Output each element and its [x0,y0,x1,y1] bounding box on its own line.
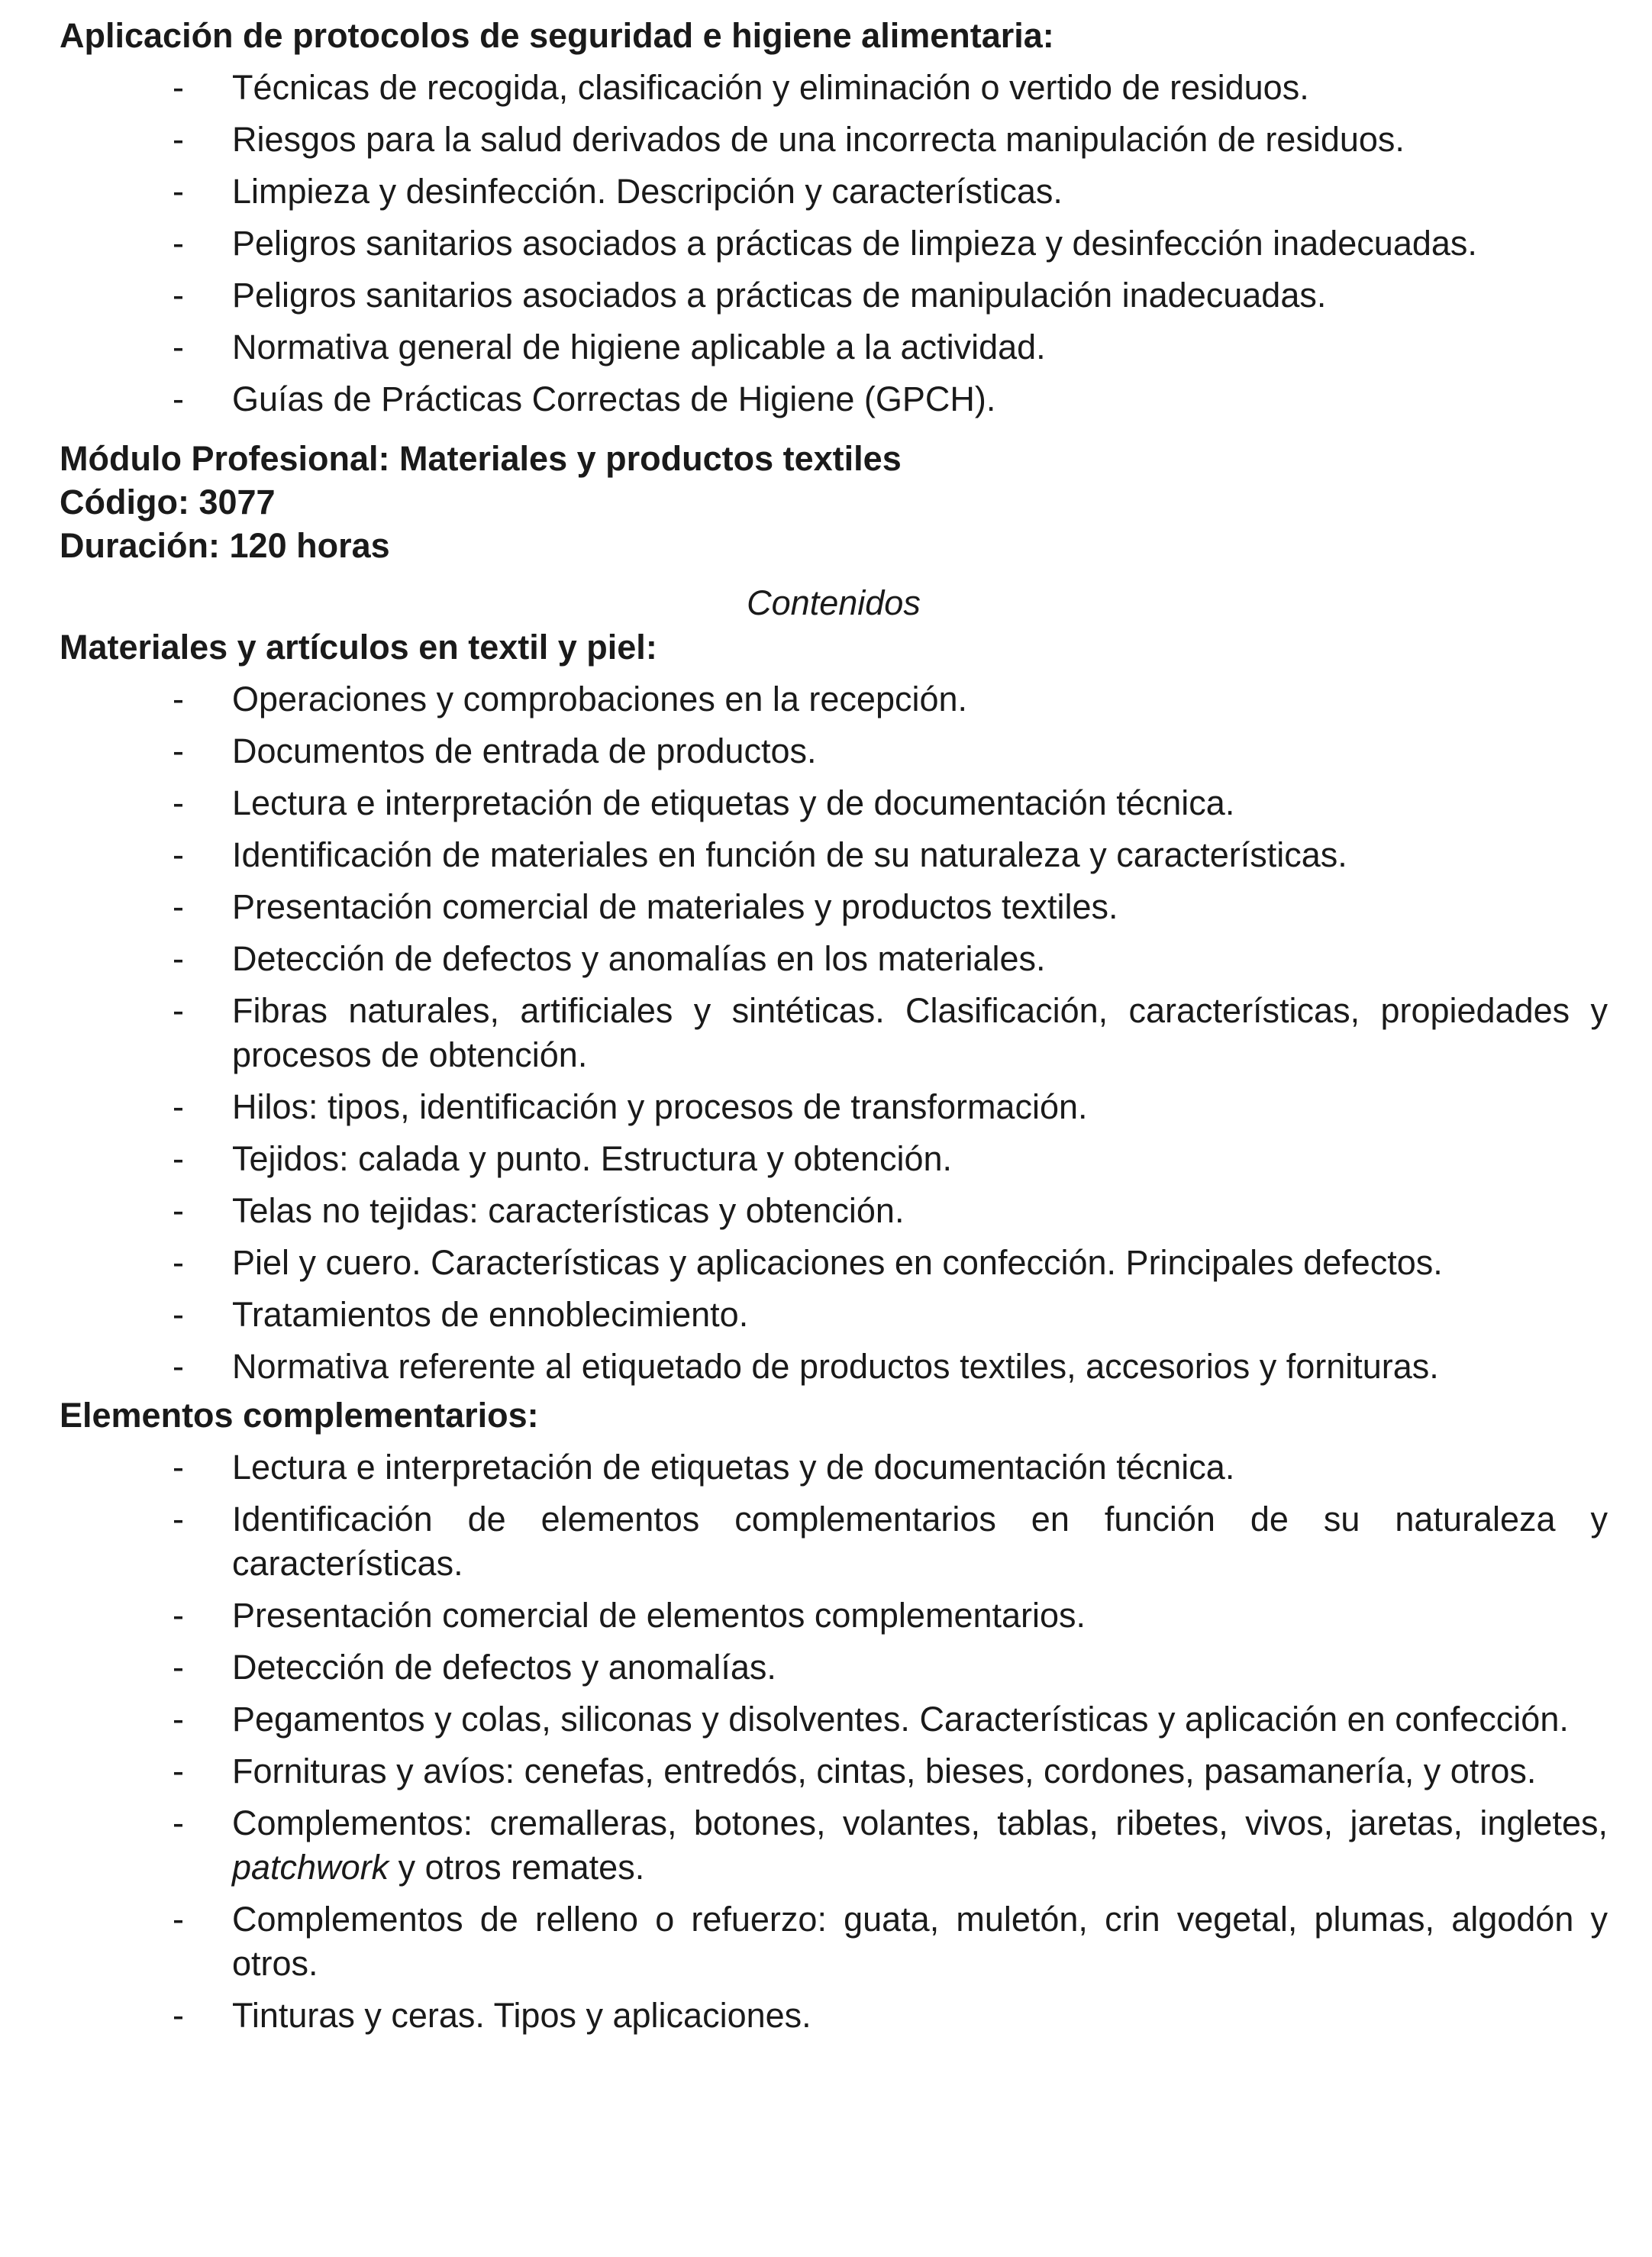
dash-bullet: - [173,1648,184,1687]
list-item: - Detección de defectos y anomalías. [60,1645,1608,1690]
list-item: - Hilos: tipos, identificación y procesos de transformación. [60,1085,1608,1129]
dash-bullet: - [173,783,184,822]
list-item: - Peligros sanitarios asociados a prácticas de manipulación inadecuadas. [60,273,1608,318]
section-heading-complementary: Elementos complementarios: [60,1396,539,1435]
list-item: - Detección de defectos y anomalías en los materiales. [60,937,1608,981]
list-item: - Riesgos para la salud derivados de una incorrecta manipulación de residuos. [60,118,1608,162]
dash-bullet: - [173,328,184,366]
dash-bullet: - [173,1139,184,1178]
list-item: - Presentación comercial de elementos complementarios. [60,1593,1608,1638]
list-item: - Tinturas y ceras. Tipos y aplicaciones. [60,1994,1608,2038]
list-materials [60,677,1608,1389]
contents-label: Contenidos [747,583,921,622]
dash-bullet: - [173,68,184,107]
list-item: - Lectura e interpretación de etiquetas y de documentación técnica. [60,1445,1608,1490]
dash-bullet: - [173,1700,184,1739]
list-item: - Normativa general de higiene aplicable a la actividad. [60,325,1608,370]
list-item: - Identificación de elementos complementarios en función de su naturaleza y características. [60,1497,1608,1586]
dash-bullet: - [173,835,184,874]
list-food-safety [60,66,1608,421]
dash-bullet: - [173,680,184,718]
dash-bullet: - [173,1295,184,1334]
dash-bullet: - [173,224,184,263]
dash-bullet: - [173,1803,184,1842]
dash-bullet: - [173,1347,184,1386]
list-item: - Fornituras y avíos: cenefas, entredós, cintas, bieses, cordones, pasamanería, y otros. [60,1749,1608,1794]
italic-term: patchwork [232,1848,389,1887]
list-item: - Limpieza y desinfección. Descripción y características. [60,170,1608,214]
list-item: - Piel y cuero. Características y aplicaciones en confección. Principales defectos. [60,1241,1608,1285]
dash-bullet: - [173,731,184,770]
dash-bullet: - [173,1191,184,1230]
dash-bullet: - [173,939,184,978]
dash-bullet: - [173,1752,184,1790]
module-header [60,437,1608,567]
dash-bullet: - [173,1448,184,1487]
list-item: - Técnicas de recogida, clasificación y eliminación o vertido de residuos. [60,66,1608,110]
dash-bullet: - [173,887,184,926]
module-title: Módulo Profesional: Materiales y productos textiles [60,439,902,478]
list-item: - Presentación comercial de materiales y productos textiles. [60,885,1608,929]
list-item: - Telas no tejidas: características y obtención. [60,1189,1608,1233]
dash-bullet: - [173,1996,184,2035]
list-item: - Guías de Prácticas Correctas de Higiene (GPCH). [60,377,1608,421]
dash-bullet: - [173,1596,184,1635]
section-heading-materials: Materiales y artículos en textil y piel: [60,628,657,667]
dash-bullet: - [173,1900,184,1939]
list-item: - Complementos: cremalleras, botones, volantes, tablas, ribetes, vivos, jaretas, ingletes, patchwork y otros remates. [60,1801,1608,1890]
dash-bullet: - [173,172,184,211]
dash-bullet: - [173,1500,184,1539]
list-item: - Complementos de relleno o refuerzo: guata, muletón, crin vegetal, plumas, algodón y otros. [60,1897,1608,1986]
list-item: - Peligros sanitarios asociados a prácticas de limpieza y desinfección inadecuadas. [60,221,1608,266]
list-complementary [60,1445,1608,2038]
module-duration: Duración: 120 horas [60,526,390,565]
list-item: - Fibras naturales, artificiales y sintéticas. Clasificación, características, propiedades y procesos de obtención. [60,989,1608,1077]
list-item: - Operaciones y comprobaciones en la recepción. [60,677,1608,722]
list-item: - Pegamentos y colas, siliconas y disolventes. Características y aplicación en confección. [60,1697,1608,1742]
list-item: - Tejidos: calada y punto. Estructura y obtención. [60,1137,1608,1181]
section-heading-food-safety: Aplicación de protocolos de seguridad e higiene alimentaria: [60,16,1054,55]
list-item: - Lectura e interpretación de etiquetas y de documentación técnica. [60,781,1608,825]
dash-bullet: - [173,379,184,418]
list-item: - Tratamientos de ennoblecimiento. [60,1293,1608,1337]
dash-bullet: - [173,991,184,1030]
list-item: - Identificación de materiales en función de su naturaleza y características. [60,833,1608,877]
dash-bullet: - [173,276,184,315]
dash-bullet: - [173,1243,184,1282]
list-item: - Normativa referente al etiquetado de productos textiles, accesorios y fornituras. [60,1345,1608,1389]
module-code: Código: 3077 [60,483,276,521]
list-item: - Documentos de entrada de productos. [60,729,1608,773]
dash-bullet: - [173,1087,184,1126]
dash-bullet: - [173,120,184,159]
document-page [60,14,1608,2038]
